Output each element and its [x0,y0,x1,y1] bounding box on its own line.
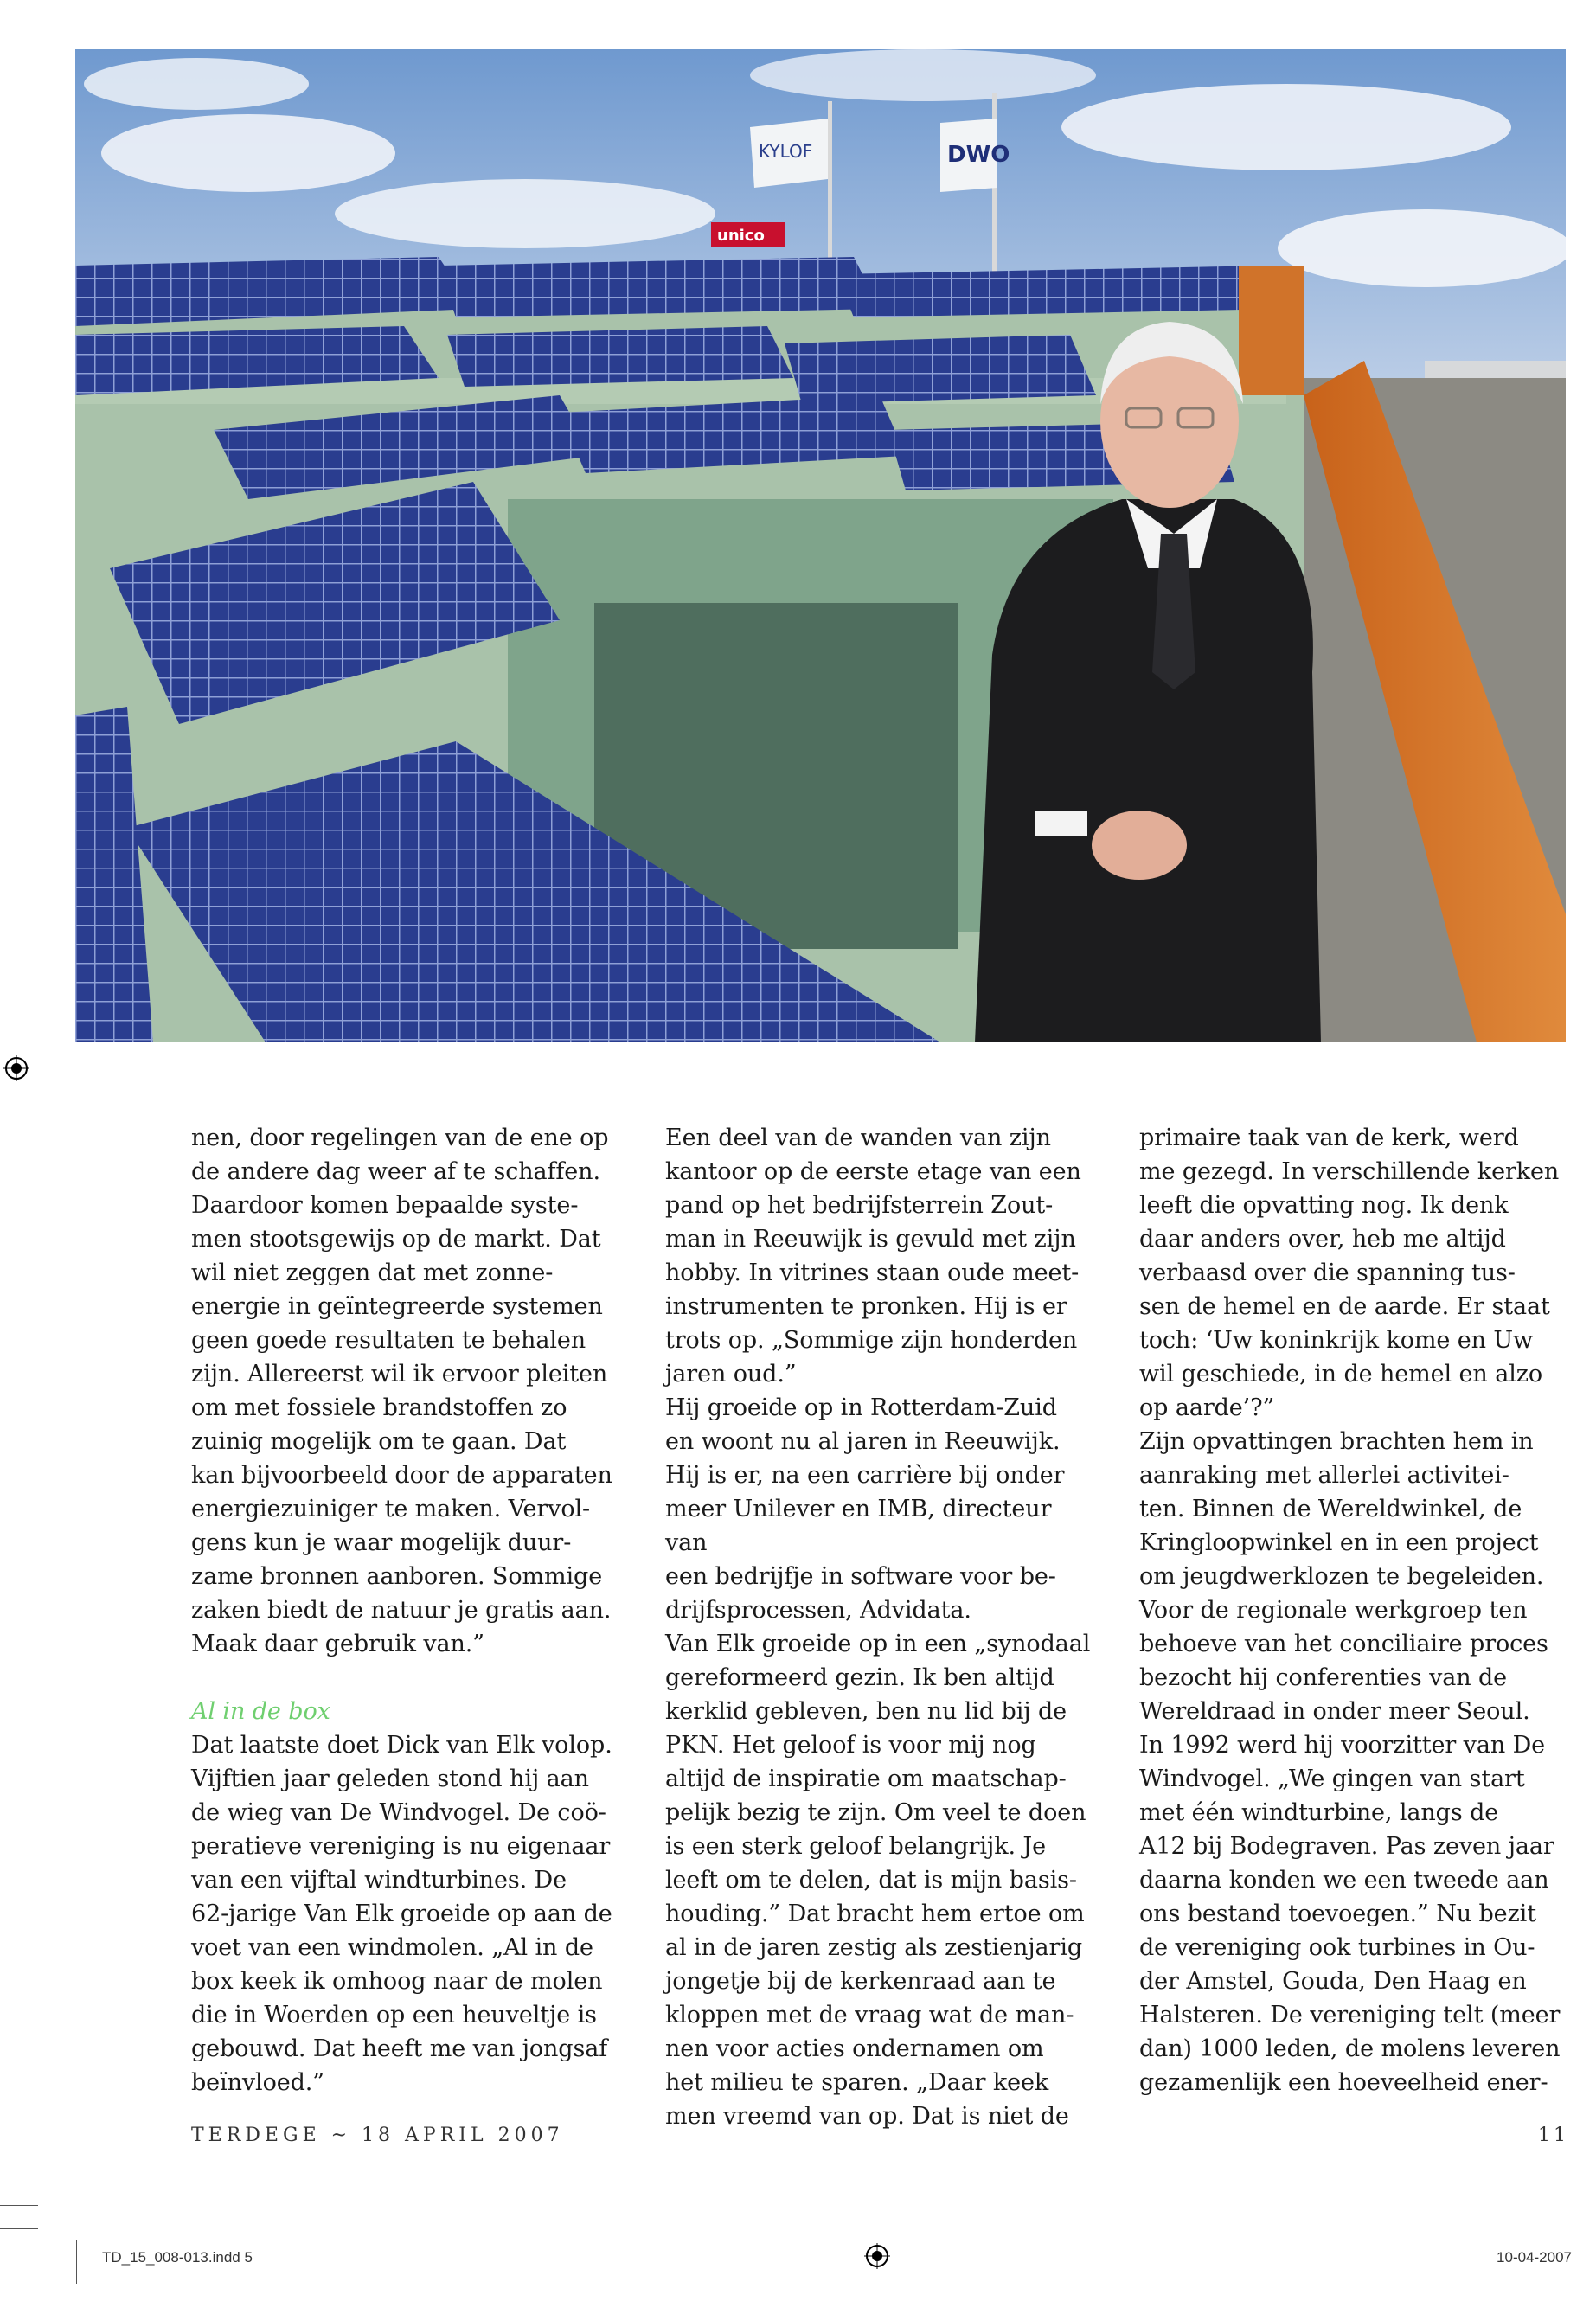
paragraph-line: men vreemd van op. Dat is niet de [665,2103,1069,2130]
paragraph-line: zaken biedt de natuur je gratis aan. [191,1597,612,1624]
paragraph-line: jongetje bij de kerkenraad aan te [665,1968,1056,1995]
cloud [1061,84,1511,170]
paragraph-line: ten. Binnen de Wereldwinkel, de [1139,1496,1522,1522]
slug-date: 10-04-2007 [1497,2249,1572,2266]
paragraph-line: kantoor op de eerste etage van een [665,1158,1081,1185]
paragraph-line: zame bronnen aanboren. Sommige [191,1563,603,1590]
paragraph-line: Van Elk groeide op in een „synodaal [665,1631,1091,1657]
crop-mark [0,2228,38,2229]
paragraph-line: instrumenten te pronken. Hij is er [665,1293,1067,1320]
paragraph-line: energie in geïntegreerde systemen [191,1293,603,1320]
roof-sign [711,222,785,247]
paragraph-line: nen voor acties ondernamen om [665,2035,1044,2062]
photo-illustration [75,49,1566,1042]
paragraph-line: Daardoor komen bepaalde syste- [191,1192,579,1219]
paragraph-line: zijn. Allereerst wil ik ervoor pleiten [191,1361,608,1388]
cloud [750,49,1096,101]
paragraph-line: Wereldraad in onder meer Seoul. [1139,1698,1530,1725]
paragraph-line: meer Unilever en IMB, directeur van [665,1496,1052,1556]
paragraph-line: gebouwd. Dat heeft me van jongsaf [191,2035,608,2062]
paragraph-line: aanraking met allerlei activitei- [1139,1462,1509,1489]
paragraph-line: wil geschiede, in de hemel en alzo [1139,1361,1543,1388]
paragraph-line: drijfsprocessen, Advidata. [665,1597,971,1624]
svg-text:unico: unico [717,227,765,245]
paragraph-line: Kringloopwinkel en in een project [1139,1529,1539,1556]
paragraph-line: om jeugdwerklozen te begeleiden. [1139,1563,1544,1590]
registration-mark [3,1055,29,1081]
paragraph-line: een bedrijfje in software voor be- [665,1563,1056,1590]
paragraph-line: pelijk bezig te zijn. Om veel te doen [665,1799,1086,1826]
paragraph-line: Hij groeide op in Rotterdam-Zuid [665,1394,1057,1421]
paragraph-line: dan) 1000 leden, de molens leveren [1139,2035,1561,2062]
paragraph-line: zuinig mogelijk om te gaan. Dat [191,1428,567,1455]
text-column-1 [191,1121,624,2099]
solar-roof-photo [75,49,1566,1042]
cloud [101,114,395,192]
paragraph-line: bezocht hij conferenties van de [1139,1664,1508,1691]
paragraph-line: energiezuiniger te maken. Vervol- [191,1496,591,1522]
paragraph-line: voet van een windmolen. „Al in de [191,1934,593,1961]
paragraph-line: altijd de inspiratie om maatschap- [665,1766,1067,1792]
paragraph-line: wil niet zeggen dat met zonne- [191,1259,554,1286]
paragraph-line: ons bestand toevoegen.” Nu bezit [1139,1900,1536,1927]
paragraph-line: man in Reeuwijk is gevuld met zijn [665,1226,1076,1253]
paragraph-line: Hij is er, na een carrière bij onder [665,1462,1065,1489]
svg-text:KYLOF: KYLOF [759,141,813,162]
paragraph-line: peratieve vereniging is nu eigenaar [191,1833,611,1860]
paragraph-line: kerklid gebleven, ben nu lid bij de [665,1698,1067,1725]
paragraph-line: behoeve van het conciliaire proces [1139,1631,1548,1657]
paragraph-line: toch: ‘Uw koninkrijk kome en Uw [1139,1327,1534,1354]
paragraph-line: beïnvloed.” [191,2069,324,2096]
subheading: Al in de box [191,1698,330,1725]
text-column-3 [1139,1121,1572,2099]
paragraph-line: die in Woerden op een heuveltje is [191,2002,597,2029]
paragraph-line: kloppen met de vraag wat de man- [665,2002,1074,2029]
paragraph-line: de wieg van De Windvogel. De coö- [191,1799,606,1826]
paragraph-line: geen goede resultaten te behalen [191,1327,586,1354]
paragraph-line: leeft om te delen, dat is mijn basis- [665,1867,1077,1894]
paragraph-line: gens kun je waar mogelijk duur- [191,1529,572,1556]
svg-text:DWO: DWO [947,142,1010,168]
paragraph-line: houding.” Dat bracht hem ertoe om [665,1900,1085,1927]
paragraph-line: de vereniging ook turbines in Ou- [1139,1934,1535,1961]
paragraph-line: daarna konden we een tweede aan [1139,1867,1549,1894]
paragraph-line: der Amstel, Gouda, Den Haag en [1139,1968,1527,1995]
paragraph-line: daar anders over, heb me altijd [1139,1226,1506,1253]
page-number: 11 [1538,2125,1569,2146]
paragraph-line: me gezegd. In verschillende kerken [1139,1158,1560,1185]
paragraph-line: nen, door regelingen van de ene op [191,1125,609,1151]
paragraph-line: pand op het bedrijfsterrein Zout- [665,1192,1054,1219]
paragraph-line: is een sterk geloof belangrijk. Je [665,1833,1047,1860]
paragraph-line: en woont nu al jaren in Reeuwijk. [665,1428,1061,1455]
paragraph-line: gereformeerd gezin. Ik ben altijd [665,1664,1054,1691]
paragraph-line: met één windturbine, langs de [1139,1799,1499,1826]
paragraph-line: trots op. „Sommige zijn honderden [665,1327,1078,1354]
registration-mark [864,2243,890,2269]
cloud [335,179,715,248]
cloud [1278,209,1566,287]
paragraph-line: PKN. Het geloof is voor mij nog [665,1732,1036,1759]
paragraph-line: Windvogel. „We gingen van start [1139,1766,1525,1792]
paragraph-line: leeft die opvatting nog. Ik denk [1139,1192,1509,1219]
paragraph-line: kan bijvoorbeeld door de apparaten [191,1462,612,1489]
cloud [84,58,309,110]
paragraph-line: al in de jaren zestig als zestienjarig [665,1934,1083,1961]
publication-folio: TERDEGE ~ 18 APRIL 2007 [191,2125,564,2146]
paragraph-line: sen de hemel en de aarde. Er staat [1139,1293,1550,1320]
paragraph-line: jaren oud.” [665,1361,797,1388]
paragraph-line: primaire taak van de kerk, werd [1139,1125,1519,1151]
paragraph-line: gezamenlijk een hoeveelheid ener- [1139,2069,1548,2096]
flag-left [750,119,828,188]
paragraph-line: op aarde’?” [1139,1394,1275,1421]
paragraph-line: Vijftien jaar geleden stond hij aan [191,1766,589,1792]
paragraph-line: van een vijftal windturbines. De [191,1867,567,1894]
crop-mark [0,2205,38,2206]
text-column-2 [665,1121,1098,2133]
paragraph-line: Een deel van de wanden van zijn [665,1125,1051,1151]
paragraph-line: hobby. In vitrines staan oude meet- [665,1259,1080,1286]
paragraph-line: A12 bij Bodegraven. Pas zeven jaar [1139,1833,1554,1860]
paragraph-line: om met fossiele brandstoffen zo [191,1394,567,1421]
paragraph-line: het milieu te sparen. „Daar keek [665,2069,1049,2096]
paragraph-line: In 1992 werd hij voorzitter van De [1139,1732,1546,1759]
paragraph-line: verbaasd over die spanning tus- [1139,1259,1516,1286]
file-slug: TD_15_008-013.indd 5 [102,2249,253,2266]
paragraph-line: Halsteren. De vereniging telt (meer [1139,2002,1561,2029]
paragraph-line: 62-jarige Van Elk groeide op aan de [191,1900,612,1927]
paragraph-line: de andere dag weer af te schaffen. [191,1158,600,1185]
paragraph-line: box keek ik omhoog naar de molen [191,1968,603,1995]
paragraph-line: men stootsgewijs op de markt. Dat [191,1226,601,1253]
paragraph-line: Dat laatste doet Dick van Elk volop. [191,1732,612,1759]
crop-mark [76,2240,77,2284]
paragraph-line: Voor de regionale werkgroep ten [1139,1597,1528,1624]
paragraph-line: Zijn opvattingen brachten hem in [1139,1428,1534,1455]
hands [1092,811,1187,880]
paragraph-line: Maak daar gebruik van.” [191,1631,484,1657]
